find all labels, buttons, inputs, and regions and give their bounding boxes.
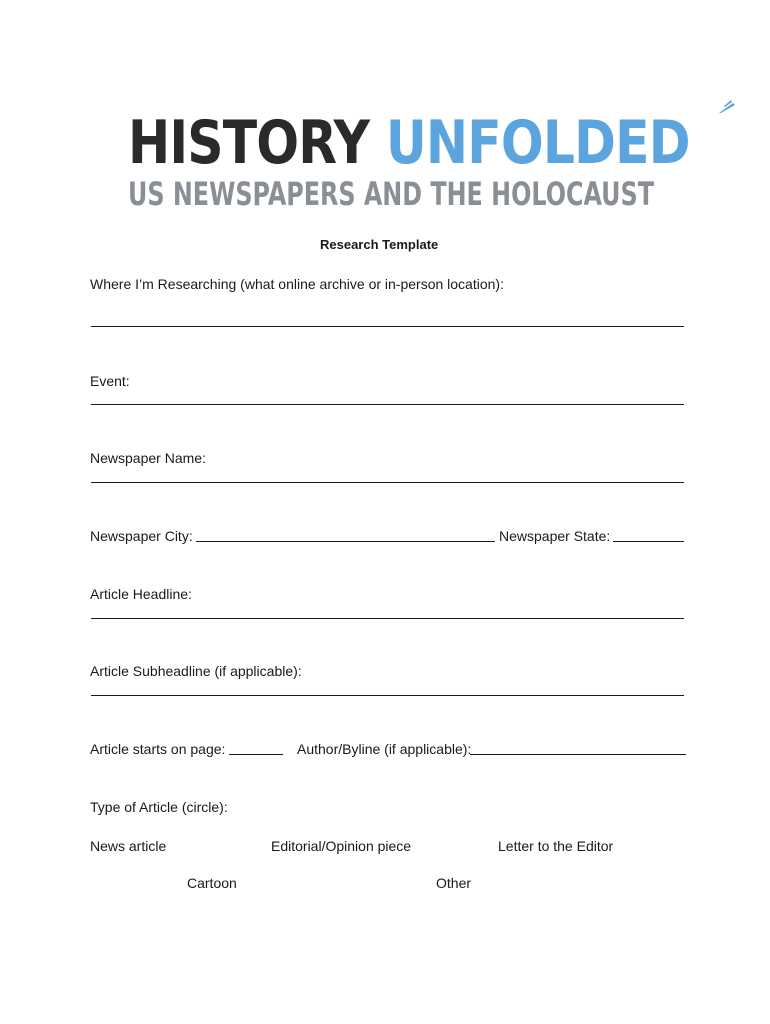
type-option-news-article[interactable]: News article [90, 838, 167, 854]
type-option-cartoon[interactable]: Cartoon [187, 875, 237, 891]
newspaper-name-field[interactable] [91, 482, 684, 483]
event-label: Event: [90, 373, 130, 389]
article-type-label: Type of Article (circle): [90, 799, 228, 815]
author-byline-field[interactable] [470, 754, 686, 755]
event-field[interactable] [91, 404, 684, 405]
where-researching-field[interactable] [91, 326, 684, 327]
article-headline-field[interactable] [91, 618, 684, 619]
newspaper-name-label: Newspaper Name: [90, 450, 206, 466]
type-option-letter-to-editor[interactable]: Letter to the Editor [498, 838, 614, 854]
logo-title [128, 108, 690, 178]
author-byline-label: Author/Byline (if applicable): [297, 741, 472, 757]
start-page-field[interactable] [229, 754, 283, 755]
start-page-label: Article starts on page: [90, 741, 226, 757]
newspaper-city-label: Newspaper City: [90, 528, 193, 544]
logo-title-history: HISTORY [128, 108, 370, 178]
newspaper-state-label: Newspaper State: [499, 528, 611, 544]
article-headline-label: Article Headline: [90, 586, 192, 602]
where-researching-label: Where I’m Researching (what online archive or in-person location): [90, 276, 504, 292]
article-subheadline-label: Article Subheadline (if applicable): [90, 663, 302, 679]
type-option-editorial[interactable]: Editorial/Opinion piece [271, 838, 412, 854]
type-option-other[interactable]: Other [436, 875, 472, 891]
newspaper-city-field[interactable] [196, 541, 495, 542]
logo-accent-icon [717, 99, 737, 113]
newspaper-state-field[interactable] [613, 541, 684, 542]
logo-title-unfolded: UNFOLDED [385, 108, 690, 178]
logo-subtitle: US NEWSPAPERS AND THE HOLOCAUST [128, 175, 654, 213]
page-title: Research Template [320, 237, 439, 252]
article-subheadline-field[interactable] [91, 695, 684, 696]
